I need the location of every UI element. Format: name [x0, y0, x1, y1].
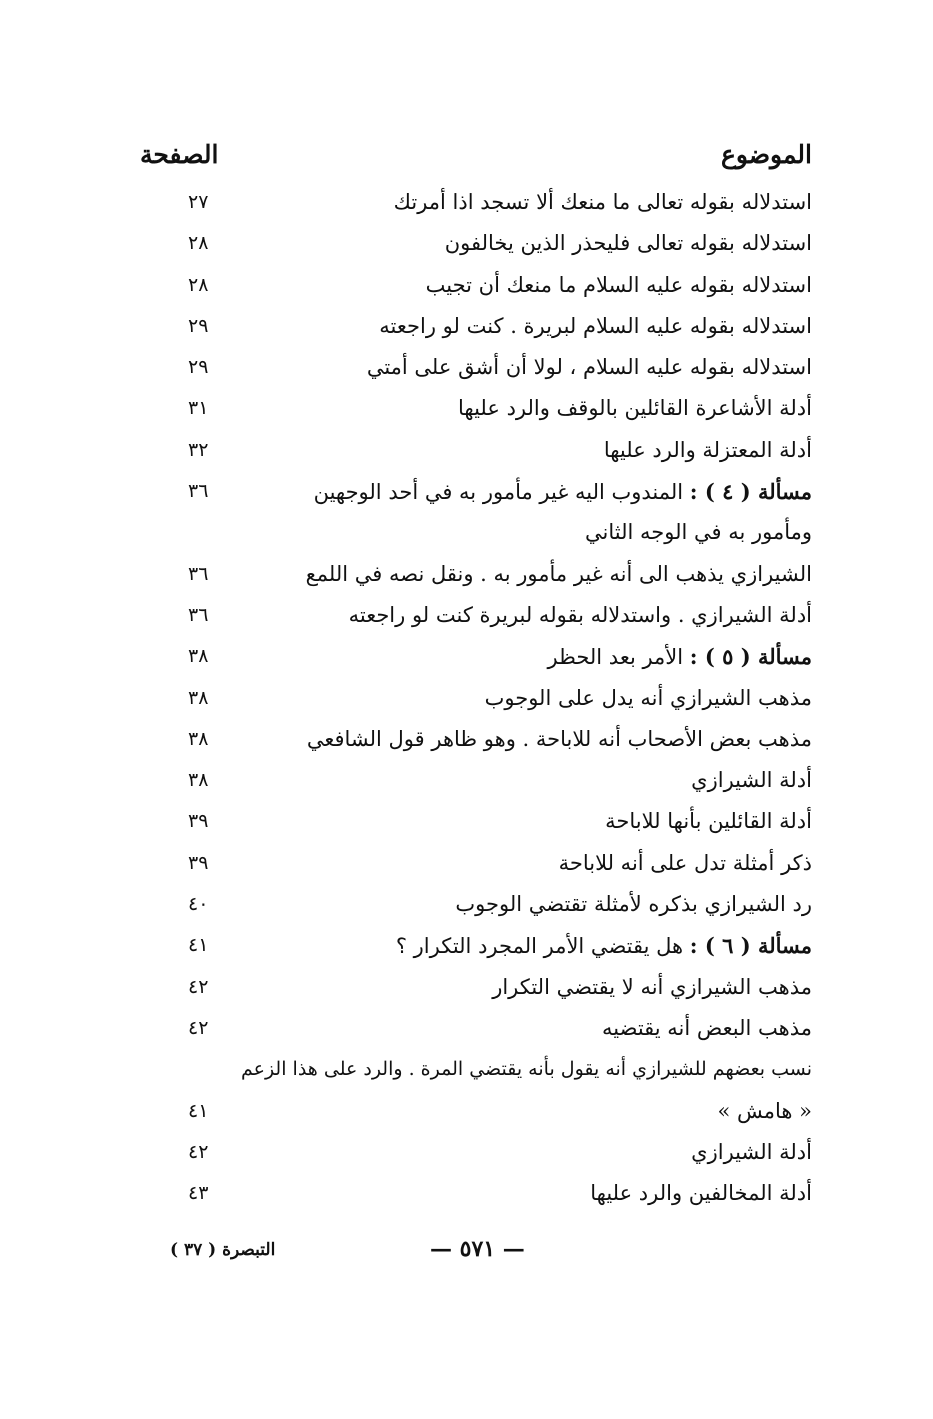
- entry-topic: [396, 925, 812, 967]
- entry-text: ذكر أمثلة تدل على أنه للاباحة: [558, 850, 812, 875]
- topic-column-header: الموضوع: [721, 140, 812, 169]
- entry-text: أدلة القائلين بأنها للاباحة: [605, 809, 812, 834]
- index-row: [140, 801, 812, 842]
- entry-page-number: ٣٨: [188, 686, 209, 709]
- entry-text: ومأمور به في الوجه الثاني: [584, 520, 812, 545]
- entry-text: مذهب البعض أنه يقتضيه: [602, 1015, 812, 1040]
- entry-question-label: مسألة ( ٤ ) :: [689, 479, 812, 505]
- entry-text: أدلة الشيرازي . واستدلاله بقوله لبريرة كنت لو راجعته: [348, 602, 812, 627]
- index-row: [140, 471, 812, 512]
- entry-page-number: ٤٢: [188, 1140, 209, 1163]
- entry-page-number: ٤٠: [188, 893, 209, 916]
- index-row: [140, 719, 812, 760]
- entry-page-number: ٣٩: [188, 851, 209, 874]
- entry-page-number: ٢٩: [188, 314, 209, 337]
- entry-topic: [691, 1132, 812, 1173]
- entry-page-number: ٣٦: [188, 480, 209, 503]
- entry-question-label: مسألة ( ٥ ) :: [689, 644, 812, 670]
- entry-topic: [605, 801, 812, 842]
- entry-text: الشيرازي يذهب الى أنه غير مأمور به . ونقل نصه في اللمع: [305, 561, 812, 586]
- entry-page-number: ٢٨: [188, 232, 209, 255]
- page-column-header: الصفحة: [140, 140, 219, 169]
- entry-text: مذهب الشيرازي أنه لا يقتضي التكرار: [492, 974, 812, 999]
- entry-text: نسب بعضهم للشيرازي أنه يقول بأنه يقتضي المرة . والرد على هذا الزعم: [240, 1058, 812, 1081]
- index-row: [140, 1173, 812, 1214]
- index-row: [140, 843, 812, 884]
- index-row: [140, 388, 812, 429]
- entry-topic: [602, 1008, 812, 1049]
- entry-topic: [691, 760, 812, 801]
- index-row: [140, 925, 812, 966]
- entry-topic: [717, 1091, 812, 1132]
- index-entries: [140, 182, 812, 1214]
- entry-page-number: ٣٩: [188, 810, 209, 833]
- entry-topic: [426, 265, 812, 306]
- entry-text: رد الشيرازي بذكره لأمثلة تقتضي الوجوب: [455, 892, 812, 917]
- entry-page-number: ٤١: [188, 934, 209, 957]
- index-row: [140, 636, 812, 677]
- entry-text: أدلة الشيرازي: [691, 768, 812, 793]
- entry-text: هل يقتضي الأمر المجرد التكرار ؟: [395, 934, 690, 959]
- entry-topic: [604, 430, 812, 471]
- entry-topic: [455, 884, 812, 925]
- entry-topic: [559, 843, 812, 884]
- index-row: [140, 347, 812, 388]
- entry-text: مذهب الشيرازي أنه يدل على الوجوب: [484, 685, 812, 710]
- entry-topic: [590, 1173, 812, 1214]
- index-row: [140, 967, 812, 1008]
- page-number: — ٥٧١ —: [430, 1236, 525, 1262]
- entry-page-number: ٢٩: [188, 356, 209, 379]
- index-row: [140, 1132, 812, 1173]
- entry-topic: [306, 554, 812, 595]
- entry-text: استدلاله بقوله عليه السلام ما منعك أن تجيب: [425, 272, 812, 297]
- entry-text: أدلة المخالفين والرد عليها: [590, 1181, 812, 1206]
- index-row: [140, 1008, 812, 1049]
- index-row: [140, 265, 812, 306]
- entry-page-number: ٣٢: [188, 438, 209, 461]
- entry-text: استدلاله بقوله تعالى فليحذر الذين يخالفون: [444, 231, 812, 256]
- entry-page-number: ٤٣: [188, 1182, 209, 1205]
- entry-topic: [241, 1049, 812, 1090]
- entry-text: استدلاله بقوله تعالى ما منعك ألا تسجد اذا أمرتك: [393, 190, 812, 214]
- entry-text: أدلة المعتزلة والرد عليها: [603, 437, 812, 462]
- index-row: [140, 760, 812, 801]
- entry-page-number: ٤٢: [188, 975, 209, 998]
- index-row: [140, 306, 812, 347]
- entry-topic: [492, 967, 812, 1008]
- index-row: [140, 1091, 812, 1132]
- entry-page-number: ٣٨: [188, 645, 209, 668]
- entry-text: المندوب اليه غير مأمور به في أحد الوجهين: [313, 480, 690, 505]
- entry-topic: [367, 347, 812, 388]
- index-row: [140, 512, 812, 553]
- page-footer: [160, 1236, 720, 1272]
- index-row: [140, 554, 812, 595]
- index-row: [140, 1049, 812, 1090]
- entry-topic: [349, 595, 812, 636]
- entry-page-number: ٣٦: [188, 562, 209, 585]
- index-row: [140, 223, 812, 264]
- entry-page-number: ٤١: [188, 1099, 209, 1122]
- entry-page-number: ٣٨: [188, 769, 209, 792]
- entry-text: أدلة الشيرازي: [691, 1139, 812, 1164]
- entry-text: استدلاله بقوله عليه السلام ، لولا أن أشق على أمتي: [366, 355, 812, 380]
- entry-topic: [307, 719, 812, 760]
- entry-question-label: مسألة ( ٦ ) :: [689, 933, 812, 959]
- signature-mark: التبصرة ( ٣٧ ): [170, 1240, 276, 1260]
- entry-topic: [314, 471, 812, 513]
- entry-topic: [394, 182, 812, 223]
- entry-page-number: ٣٦: [188, 603, 209, 626]
- entry-page-number: ٤٢: [188, 1016, 209, 1039]
- index-row: [140, 884, 812, 925]
- entry-text: الأمر بعد الحظر: [547, 645, 690, 670]
- entry-page-number: ٢٧: [188, 191, 209, 213]
- entry-topic: [379, 306, 812, 347]
- entry-text: « هامش »: [717, 1098, 812, 1123]
- entry-topic: [458, 388, 812, 429]
- table-header: [140, 140, 812, 180]
- entry-page-number: ٢٨: [188, 273, 209, 296]
- entry-topic: [548, 636, 812, 678]
- entry-page-number: ٣٨: [188, 727, 209, 750]
- entry-topic: [445, 223, 812, 264]
- entry-text: استدلاله بقوله عليه السلام لبريرة . كنت لو راجعته: [379, 313, 812, 338]
- entry-text: أدلة الأشاعرة القائلين بالوقف والرد عليها: [458, 396, 812, 421]
- entry-topic: [485, 678, 812, 719]
- entry-text: مذهب بعض الأصحاب أنه للاباحة . وهو ظاهر قول الشافعي: [306, 726, 812, 751]
- entry-topic: [585, 512, 812, 553]
- index-row: [140, 182, 812, 223]
- entry-page-number: ٣١: [188, 397, 209, 420]
- index-row: [140, 430, 812, 471]
- index-row: [140, 678, 812, 719]
- index-row: [140, 595, 812, 636]
